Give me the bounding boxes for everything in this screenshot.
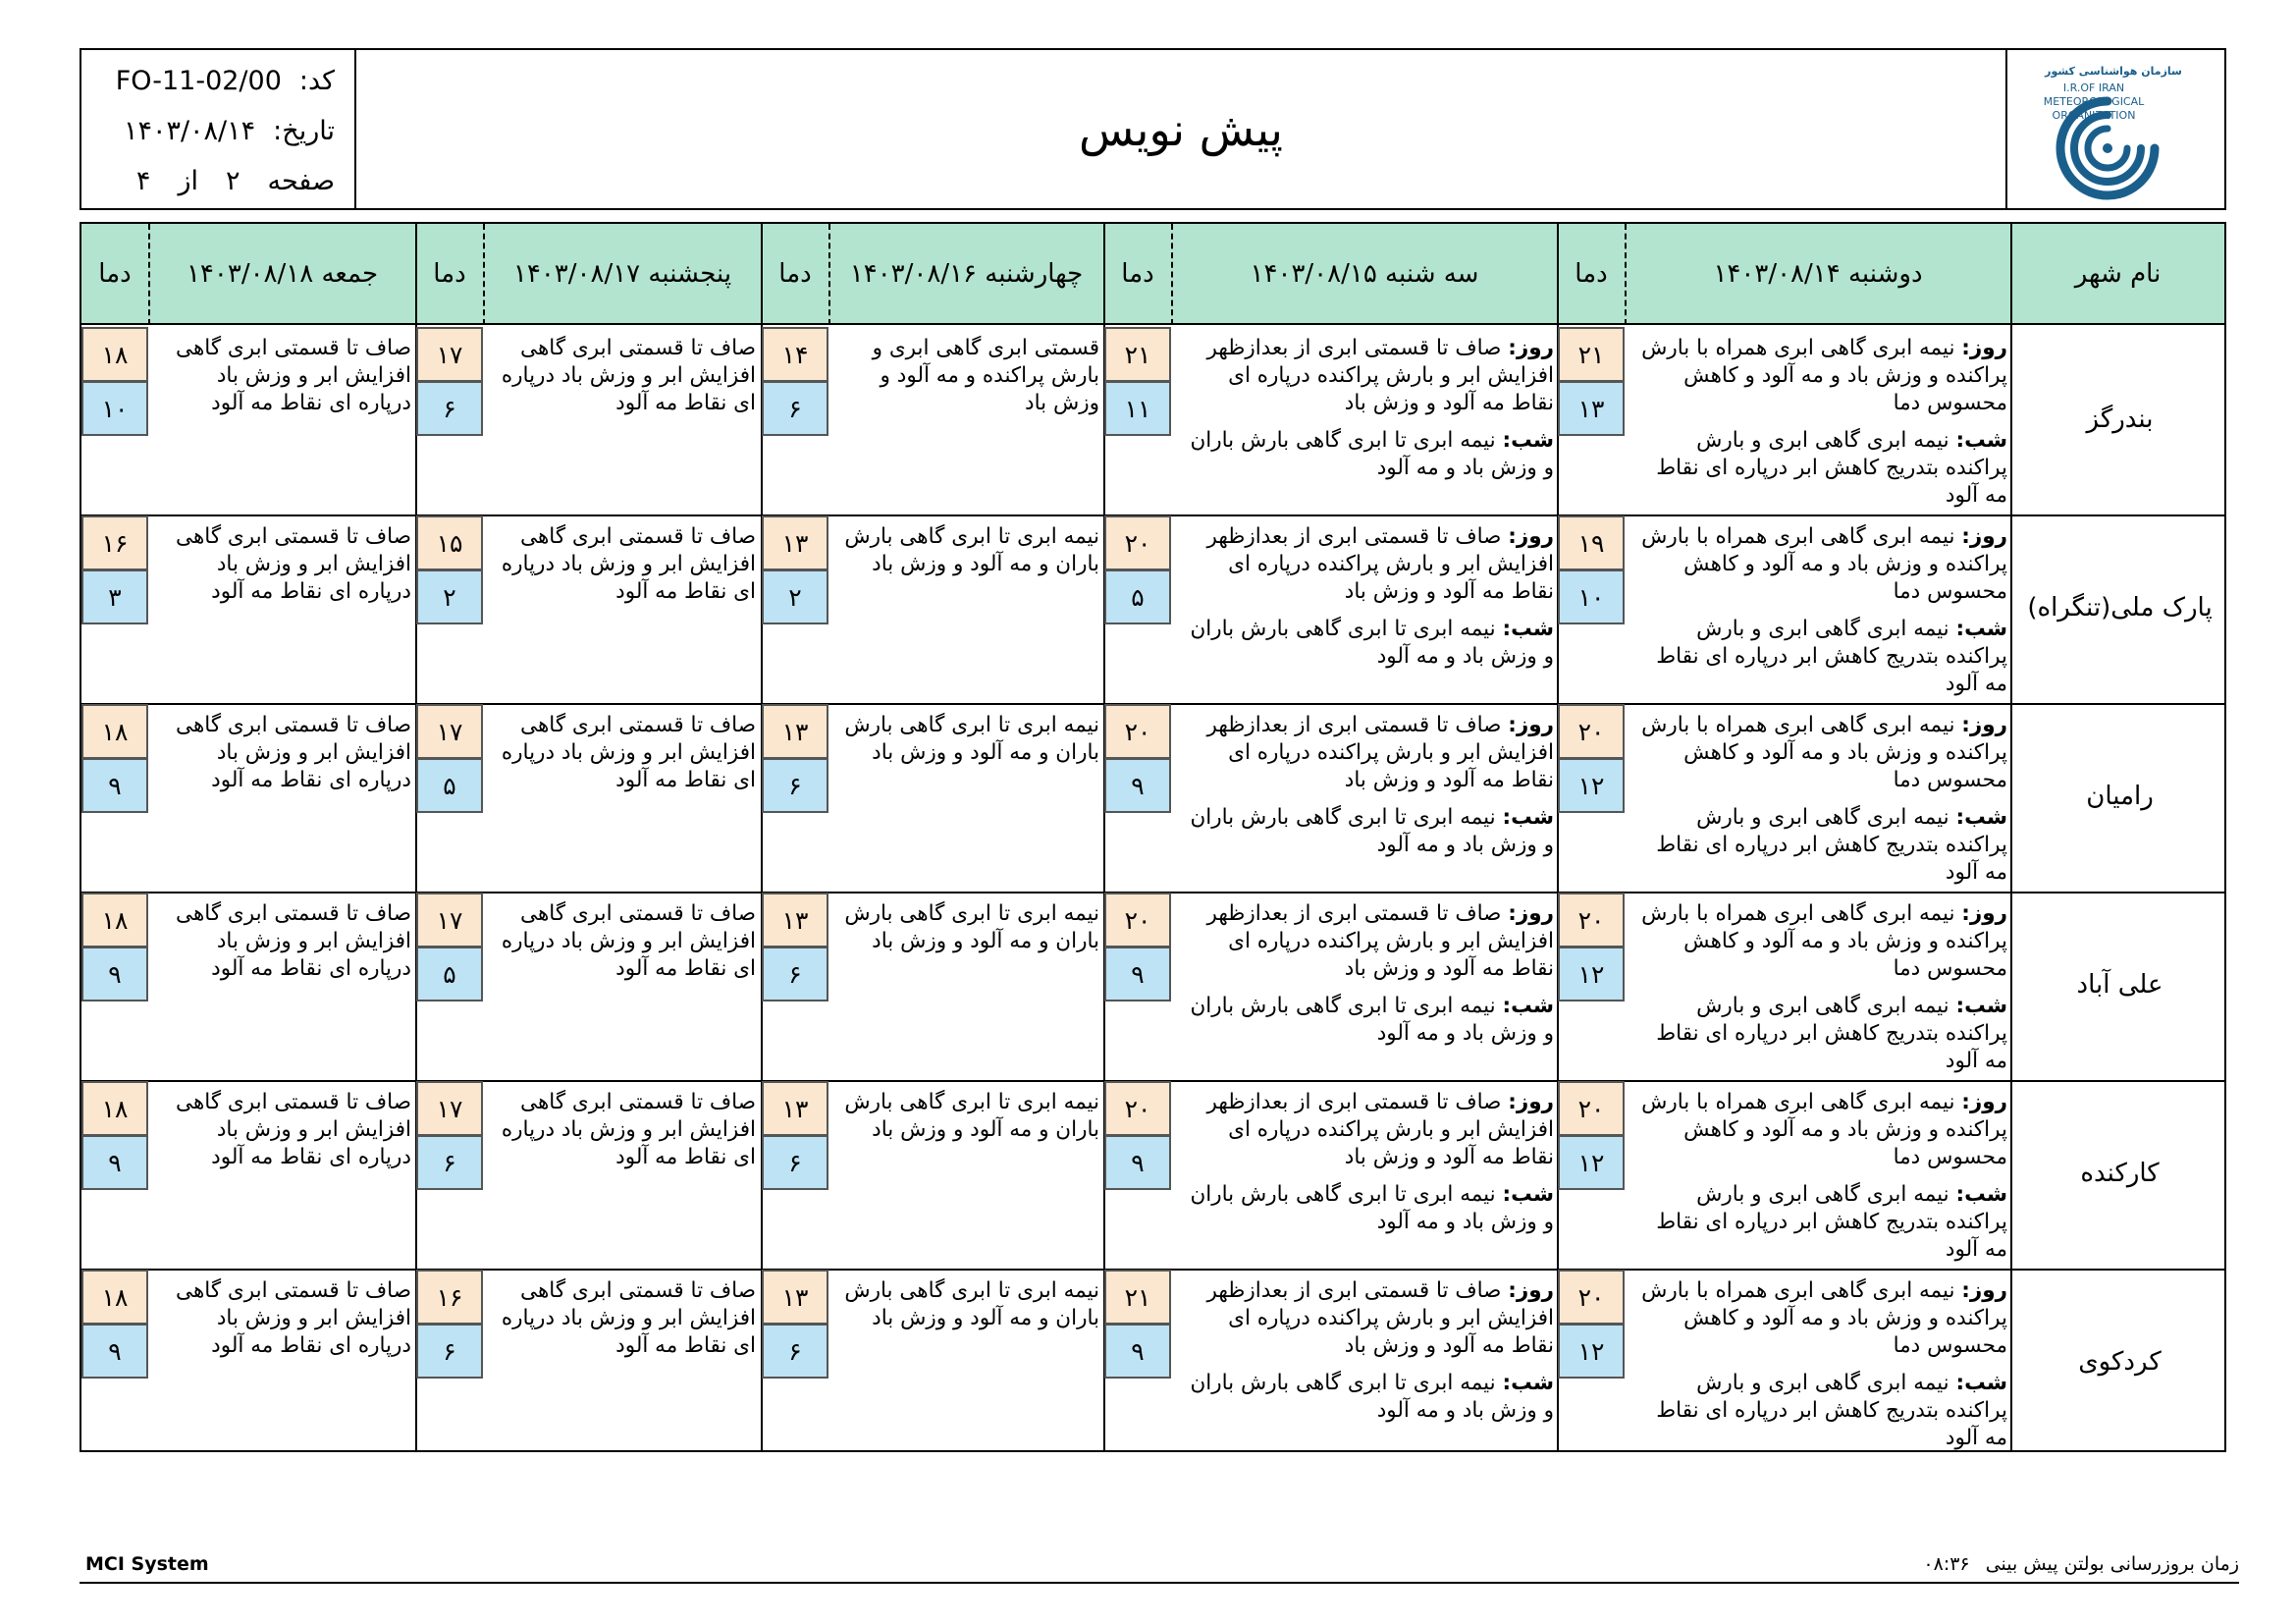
min-temp: ۹ [1104,947,1171,1001]
day-header-5: جمعه ۱۴۰۳/۰۸/۱۸ [148,224,416,325]
forecast-summary: نیمه ابری تا ابری گاهی بارش باران و مه آلود و وزش باد [844,713,1099,765]
max-temp: ۱۸ [81,1270,148,1325]
forecast-text [838,712,1099,767]
min-temp: ۶ [762,758,828,813]
forecast-text [493,712,756,794]
night-label: شب: [1502,1371,1554,1395]
day-label: روز: [1508,1090,1554,1114]
max-temp: ۱۸ [81,1081,148,1136]
day-label: روز: [1961,901,2007,926]
day-label: روز: [1961,524,2007,549]
forecast-summary: صاف تا قسمتی ابری گاهی افزایش ابر و وزش باد درپاره ای نقاط مه آلود [176,336,411,415]
day-forecast: نیمه ابری گاهی ابری همراه با بارش پراکنده و وزش باد و مه آلود و کاهش محسوس دما [1641,1278,2007,1358]
max-temp: ۱۳ [762,893,828,947]
day-label: روز: [1508,336,1554,360]
city-name: پارک ملی(تنگراه) [2027,593,2213,623]
header-divider [1171,224,1173,325]
night-label: شب: [1502,994,1554,1018]
page-label: صفحه [267,166,335,196]
max-temp: ۱۹ [1558,515,1625,570]
night-forecast: نیمه ابری گاهی ابری و بارش پراکنده بتدریج کاهش ابر درپاره ای نقاط مه آلود [1656,428,2007,508]
logo-emblem-icon [2007,50,2220,208]
min-temp: ۱۳ [1558,381,1625,436]
forecast-text [838,523,1099,578]
night-forecast: نیمه ابری تا ابری گاهی بارش باران و وزش باد و مه آلود [1190,1182,1554,1234]
header-divider [1625,224,1627,325]
day-label: روز: [1961,336,2007,360]
night-forecast: نیمه ابری تا ابری گاهی بارش باران و وزش باد و مه آلود [1190,805,1554,857]
day-label: روز: [1961,713,2007,737]
forecast-text [1634,523,2007,708]
forecast-text [1181,335,1554,492]
city-header: نام شهر [2011,224,2224,325]
code-value: FO-11-02/00 [115,66,282,96]
forecast-text [158,335,411,417]
forecast-text [158,523,411,606]
min-temp: ۲ [762,569,828,624]
forecast-text [158,1277,411,1360]
max-temp: ۱۷ [416,327,483,382]
day-forecast: نیمه ابری گاهی ابری همراه با بارش پراکنده و وزش باد و مه آلود و کاهش محسوس دما [1641,713,2007,792]
day-header-4: پنجشنبه ۱۴۰۳/۰۸/۱۷ [483,224,762,325]
forecast-summary: قسمتی ابری گاهی ابری و بارش پراکنده و مه آلود و وزش باد [872,336,1099,415]
date-row [124,116,335,146]
document-meta [81,50,356,208]
forecast-summary: صاف تا قسمتی ابری گاهی افزایش ابر و وزش باد درپاره ای نقاط مه آلود [501,1090,756,1169]
forecast-summary: صاف تا قسمتی ابری گاهی افزایش ابر و وزش باد درپاره ای نقاط مه آلود [501,336,756,415]
city-name: کردکوی [2078,1347,2162,1377]
forecast-summary: صاف تا قسمتی ابری گاهی افزایش ابر و وزش باد درپاره ای نقاط مه آلود [501,524,756,604]
forecast-text [838,1089,1099,1144]
date-value: ۱۴۰۳/۰۸/۱۴ [123,116,256,146]
forecast-text [493,1277,756,1360]
min-temp: ۱۰ [1558,569,1625,624]
forecast-text [1634,900,2007,1085]
min-temp: ۹ [81,947,148,1001]
forecast-text [493,523,756,606]
night-label: شب: [1955,1371,2007,1395]
meteorological-organization-logo [2005,50,2224,208]
night-label: شب: [1955,805,2007,830]
day-label: روز: [1508,1278,1554,1303]
max-temp: ۲۰ [1104,704,1171,759]
day-label: روز: [1508,901,1554,926]
temp-header-2: دما [1104,224,1171,325]
forecast-text [158,900,411,983]
night-label: شب: [1502,805,1554,830]
min-temp: ۹ [1104,1324,1171,1379]
temp-header-4: دما [416,224,483,325]
forecast-text [1634,1277,2007,1462]
max-temp: ۱۳ [762,704,828,759]
forecast-text [1634,712,2007,896]
city-name: کارکنده [2080,1159,2160,1188]
temp-header-1: دما [1558,224,1625,325]
forecast-text [1181,1277,1554,1435]
day-forecast: صاف تا قسمتی ابری از بعدازظهر افزایش ابر و بارش پراکنده درپاره ای نقاط مه آلود و وزش باد [1206,524,1554,604]
forecast-summary: صاف تا قسمتی ابری گاهی افزایش ابر و وزش باد درپاره ای نقاط مه آلود [176,901,411,981]
logo-text-en-3: ORGANIZATION [2052,109,2136,122]
max-temp: ۲۰ [1104,1081,1171,1136]
min-temp: ۱۲ [1558,758,1625,813]
night-forecast: نیمه ابری گاهی ابری و بارش پراکنده بتدریج کاهش ابر درپاره ای نقاط مه آلود [1656,1182,2007,1262]
page-of: از [178,166,198,196]
day-forecast: نیمه ابری گاهی ابری همراه با بارش پراکنده و وزش باد و مه آلود و کاهش محسوس دما [1641,1090,2007,1169]
min-temp: ۶ [762,1135,828,1190]
logo-text-fa: سازمان هواشناسی کشور [2045,65,2182,78]
max-temp: ۱۶ [81,515,148,570]
code-row [116,66,335,96]
max-temp: ۲۰ [1558,893,1625,947]
document-title: پیش نویس [1079,102,1283,156]
day-forecast: صاف تا قسمتی ابری از بعدازظهر افزایش ابر و بارش پراکنده درپاره ای نقاط مه آلود و وزش باد [1206,901,1554,981]
update-time-note [1923,1553,2239,1575]
document-header [80,48,2226,210]
min-temp: ۹ [81,1135,148,1190]
max-temp: ۲۰ [1558,1081,1625,1136]
temp-header-5: دما [81,224,148,325]
night-forecast: نیمه ابری تا ابری گاهی بارش باران و وزش باد و مه آلود [1190,994,1554,1046]
min-temp: ۹ [1104,1135,1171,1190]
forecast-text [838,1277,1099,1332]
day-label: روز: [1961,1278,2007,1303]
day-forecast: نیمه ابری گاهی ابری همراه با بارش پراکنده و وزش باد و مه آلود و کاهش محسوس دما [1641,901,2007,981]
max-temp: ۲۱ [1558,327,1625,382]
forecast-text [1181,900,1554,1057]
night-forecast: نیمه ابری تا ابری گاهی بارش باران و وزش باد و مه آلود [1190,1371,1554,1423]
night-forecast: نیمه ابری گاهی ابری و بارش پراکنده بتدریج کاهش ابر درپاره ای نقاط مه آلود [1656,994,2007,1073]
max-temp: ۱۷ [416,893,483,947]
day-header-3: چهارشنبه ۱۴۰۳/۰۸/۱۶ [828,224,1104,325]
forecast-summary: نیمه ابری تا ابری گاهی بارش باران و مه آلود و وزش باد [844,1090,1099,1142]
min-temp: ۹ [1104,758,1171,813]
forecast-text [493,900,756,983]
city-name: بندرگز [2086,405,2154,434]
min-temp: ۶ [416,381,483,436]
max-temp: ۲۰ [1558,704,1625,759]
min-temp: ۶ [762,947,828,1001]
city-name: رامیان [2086,782,2154,811]
code-label: کد: [298,66,335,96]
min-temp: ۱۱ [1104,381,1171,436]
forecast-summary: صاف تا قسمتی ابری گاهی افزایش ابر و وزش باد درپاره ای نقاط مه آلود [501,1278,756,1358]
forecast-text [1181,1089,1554,1246]
header-divider [483,224,485,325]
forecast-summary: صاف تا قسمتی ابری گاهی افزایش ابر و وزش باد درپاره ای نقاط مه آلود [501,713,756,792]
max-temp: ۲۱ [1104,327,1171,382]
night-label: شب: [1955,1182,2007,1207]
min-temp: ۵ [416,947,483,1001]
header-divider [148,224,150,325]
night-label: شب: [1955,994,2007,1018]
min-temp: ۵ [416,758,483,813]
day-label: روز: [1961,1090,2007,1114]
max-temp: ۲۰ [1104,893,1171,947]
day-label: روز: [1508,524,1554,549]
header-divider [828,224,830,325]
logo-text-en-2: METEOROLOGICAL [2043,95,2145,108]
min-temp: ۱۰ [81,381,148,436]
forecast-text [838,335,1099,417]
logo-text-en-1: I.R.OF IRAN [2062,81,2125,94]
min-temp: ۱۲ [1558,1324,1625,1379]
max-temp: ۱۴ [762,327,828,382]
min-temp: ۶ [762,381,828,436]
max-temp: ۲۰ [1558,1270,1625,1325]
night-label: شب: [1502,1182,1554,1207]
min-temp: ۵ [1104,569,1171,624]
min-temp: ۱۲ [1558,947,1625,1001]
max-temp: ۱۸ [81,327,148,382]
max-temp: ۱۳ [762,1270,828,1325]
forecast-text [838,900,1099,955]
night-forecast: نیمه ابری تا ابری گاهی بارش باران و وزش باد و مه آلود [1190,617,1554,669]
forecast-text [493,1089,756,1171]
forecast-summary: صاف تا قسمتی ابری گاهی افزایش ابر و وزش باد درپاره ای نقاط مه آلود [176,713,411,792]
forecast-summary: صاف تا قسمتی ابری گاهی افزایش ابر و وزش باد درپاره ای نقاط مه آلود [176,1090,411,1169]
forecast-text [1181,523,1554,680]
night-label: شب: [1502,428,1554,453]
forecast-text [493,335,756,417]
max-temp: ۱۶ [416,1270,483,1325]
max-temp: ۲۱ [1104,1270,1171,1325]
forecast-summary: صاف تا قسمتی ابری گاهی افزایش ابر و وزش باد درپاره ای نقاط مه آلود [501,901,756,981]
forecast-summary: صاف تا قسمتی ابری گاهی افزایش ابر و وزش باد درپاره ای نقاط مه آلود [176,524,411,604]
max-temp: ۱۵ [416,515,483,570]
night-label: شب: [1955,617,2007,641]
forecast-summary: نیمه ابری تا ابری گاهی بارش باران و مه آلود و وزش باد [844,524,1099,576]
min-temp: ۳ [81,569,148,624]
min-temp: ۶ [416,1324,483,1379]
day-header-1: دوشنبه ۱۴۰۳/۰۸/۱۴ [1625,224,2011,325]
temp-header-3: دما [762,224,828,325]
page-number: ۲ [225,166,240,196]
day-label: روز: [1508,713,1554,737]
max-temp: ۲۰ [1104,515,1171,570]
min-temp: ۹ [81,1324,148,1379]
night-label: شب: [1955,428,2007,453]
night-label: شب: [1502,617,1554,641]
forecast-text [1634,1089,2007,1273]
min-temp: ۶ [762,1324,828,1379]
forecast-summary: صاف تا قسمتی ابری گاهی افزایش ابر و وزش باد درپاره ای نقاط مه آلود [176,1278,411,1358]
min-temp: ۲ [416,569,483,624]
day-forecast: صاف تا قسمتی ابری از بعدازظهر افزایش ابر و بارش پراکنده درپاره ای نقاط مه آلود و وزش باد [1206,336,1554,415]
max-temp: ۱۷ [416,704,483,759]
forecast-summary: نیمه ابری تا ابری گاهی بارش باران و مه آلود و وزش باد [844,901,1099,953]
day-forecast: صاف تا قسمتی ابری از بعدازظهر افزایش ابر و بارش پراکنده درپاره ای نقاط مه آلود و وزش باد [1206,1278,1554,1358]
forecast-table [80,222,2226,1452]
page-total: ۴ [135,166,151,196]
forecast-text [158,1089,411,1171]
night-forecast: نیمه ابری گاهی ابری و بارش پراکنده بتدریج کاهش ابر درپاره ای نقاط مه آلود [1656,1371,2007,1450]
page-row [136,166,335,196]
forecast-summary: نیمه ابری تا ابری گاهی بارش باران و مه آلود و وزش باد [844,1278,1099,1330]
night-forecast: نیمه ابری گاهی ابری و بارش پراکنده بتدریج کاهش ابر درپاره ای نقاط مه آلود [1656,805,2007,885]
min-temp: ۹ [81,758,148,813]
max-temp: ۱۸ [81,704,148,759]
day-forecast: صاف تا قسمتی ابری از بعدازظهر افزایش ابر و بارش پراکنده درپاره ای نقاط مه آلود و وزش باد [1206,713,1554,792]
min-temp: ۶ [416,1135,483,1190]
max-temp: ۱۸ [81,893,148,947]
day-forecast: نیمه ابری گاهی ابری همراه با بارش پراکنده و وزش باد و مه آلود و کاهش محسوس دما [1641,336,2007,415]
night-forecast: نیمه ابری تا ابری گاهی بارش باران و وزش باد و مه آلود [1190,428,1554,480]
max-temp: ۱۳ [762,515,828,570]
forecast-text [1634,335,2007,519]
night-forecast: نیمه ابری گاهی ابری و بارش پراکنده بتدریج کاهش ابر درپاره ای نقاط مه آلود [1656,617,2007,696]
day-header-2: سه شنبه ۱۴۰۳/۰۸/۱۵ [1171,224,1558,325]
day-forecast: نیمه ابری گاهی ابری همراه با بارش پراکنده و وزش باد و مه آلود و کاهش محسوس دما [1641,524,2007,604]
update-label: زمان بروزرسانی بولتن پیش بینی [1985,1553,2239,1575]
day-forecast: صاف تا قسمتی ابری از بعدازظهر افزایش ابر و بارش پراکنده درپاره ای نقاط مه آلود و وزش باد [1206,1090,1554,1169]
max-temp: ۱۷ [416,1081,483,1136]
max-temp: ۱۳ [762,1081,828,1136]
min-temp: ۱۲ [1558,1135,1625,1190]
forecast-text [1181,712,1554,869]
system-name: MCI System [85,1553,209,1575]
date-label: تاریخ: [273,116,335,146]
update-time: ۰۸:۳۶ [1923,1553,1970,1575]
footer-rule [80,1582,2239,1584]
city-name: علی آباد [2076,970,2163,1000]
forecast-text [158,712,411,794]
